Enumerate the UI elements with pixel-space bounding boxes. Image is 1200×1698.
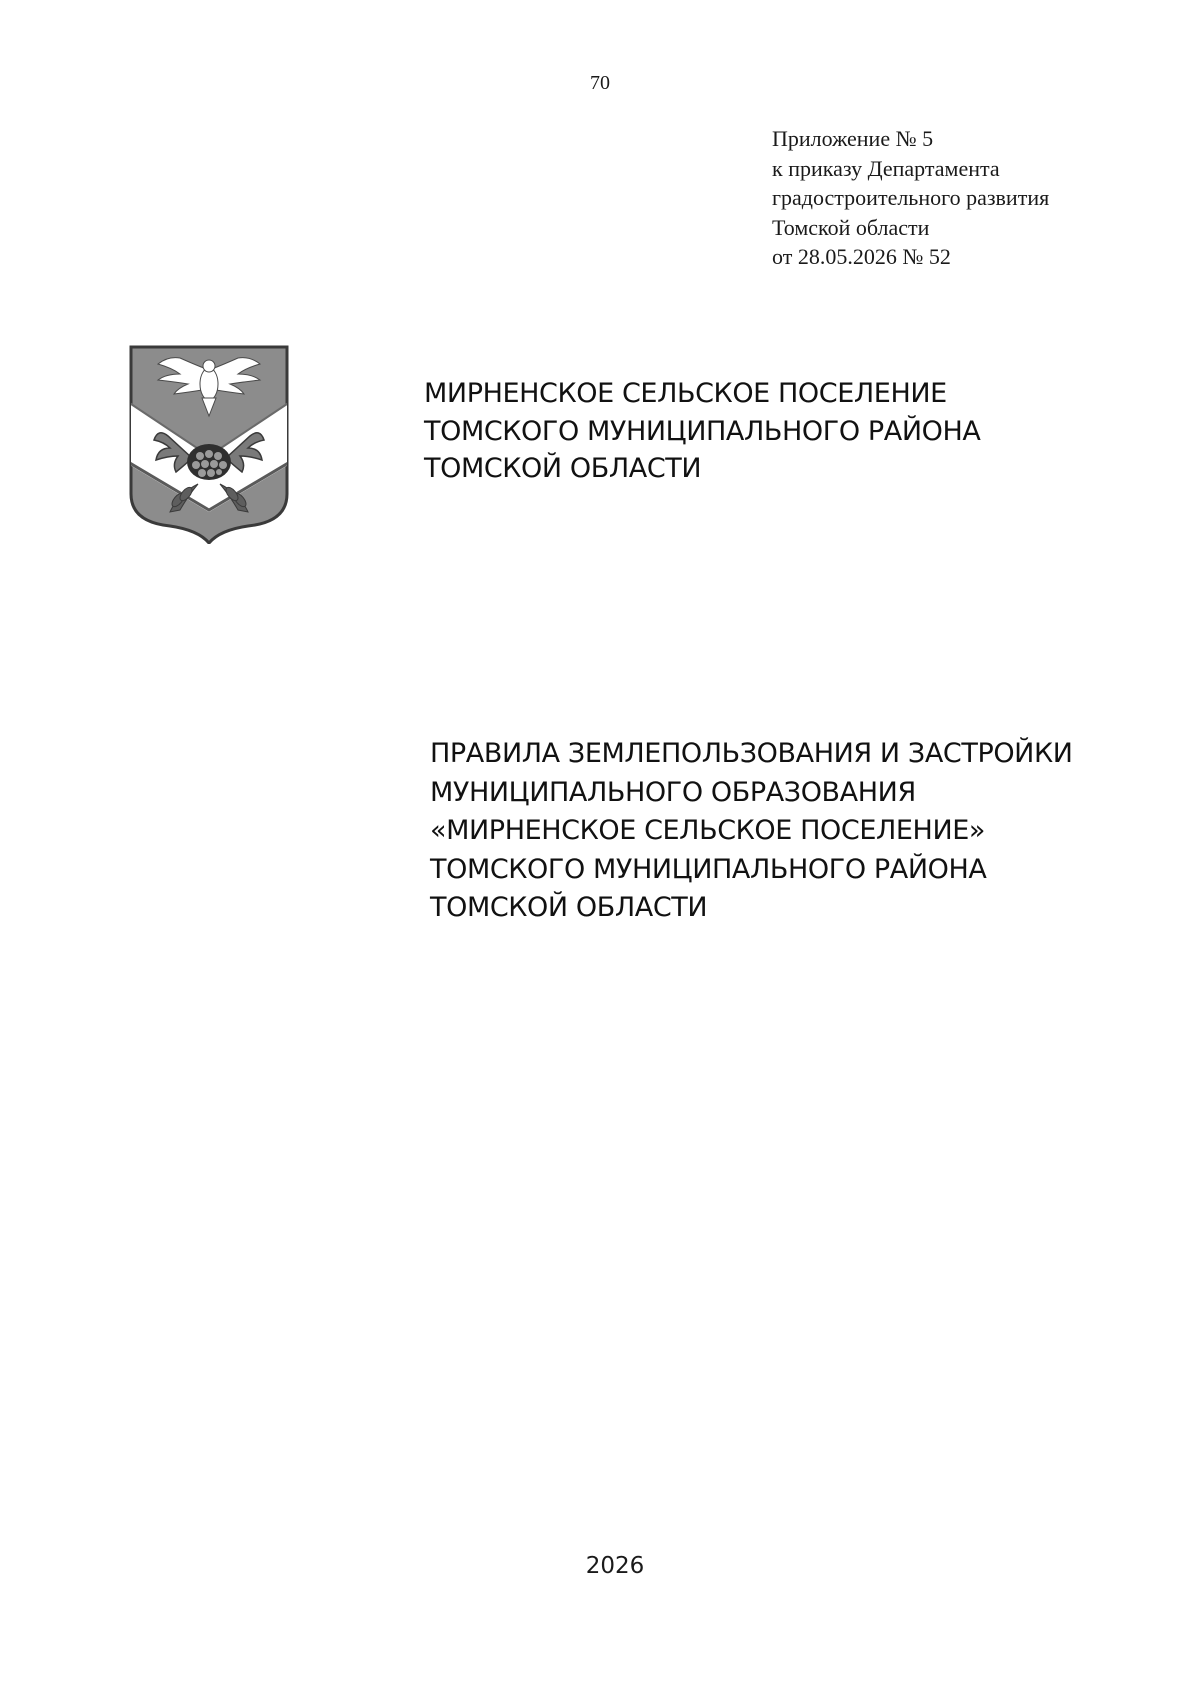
title-line-formation: МУНИЦИПАЛЬНОГО ОБРАЗОВАНИЯ [430,776,916,808]
page-number: 70 [590,72,610,94]
title-line-region: ТОМСКОЙ ОБЛАСТИ [430,892,708,923]
document-title [430,735,1073,928]
appendix-line-region: Томской области [772,214,930,240]
appendix-line-date: от 28.05.2026 № 52 [772,244,951,269]
title-line-district: ТОМСКОГО МУНИЦИПАЛЬНОГО РАЙОНА [430,853,987,885]
appendix-line-number: Приложение № 5 [772,126,934,151]
appendix-line-order: к приказу Департамента [772,155,1000,181]
appendix-line-department: градостроительного развития [772,185,1050,210]
settlement-line-district: ТОМСКОГО МУНИЦИПАЛЬНОГО РАЙОНА [424,415,981,447]
coat-of-arms-icon [128,344,290,544]
appendix-block [772,124,1172,272]
settlement-heading [424,375,980,488]
title-line-settlement: «МИРНЕНСКОЕ СЕЛЬСКОЕ ПОСЕЛЕНИЕ» [430,815,986,846]
title-line-rules: ПРАВИЛА ЗЕМЛЕПОЛЬЗОВАНИЯ И ЗАСТРОЙКИ [430,738,1073,769]
settlement-line-name: МИРНЕНСКОЕ СЕЛЬСКОЕ ПОСЕЛЕНИЕ [424,378,947,409]
settlement-line-region: ТОМСКОЙ ОБЛАСТИ [424,453,702,484]
document-year: 2026 [585,1553,645,1579]
